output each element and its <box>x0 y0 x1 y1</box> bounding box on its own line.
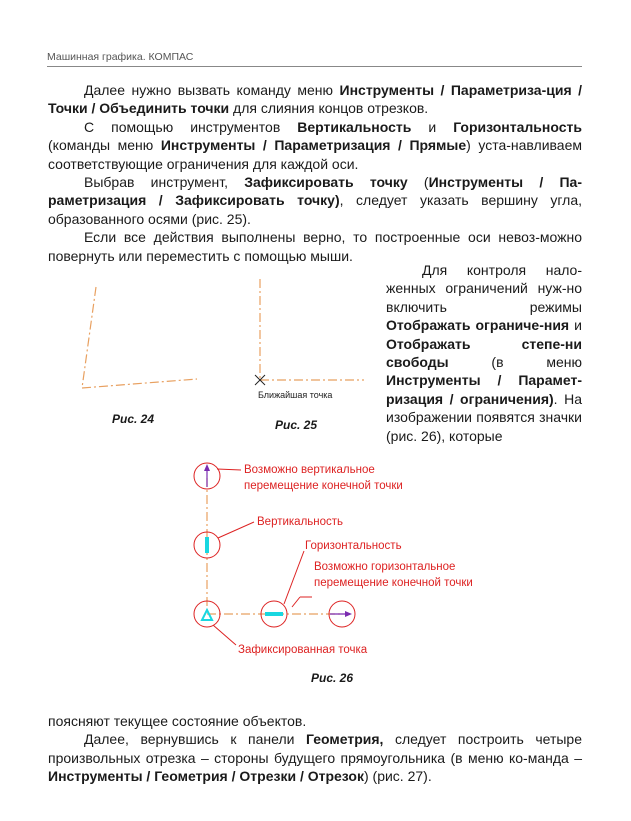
fig26-label-horizontal: Горизонтальность <box>305 540 402 552</box>
text-run: и <box>569 317 582 334</box>
text-run: Зафиксировать точку <box>244 174 408 191</box>
fig26-vertical-leader <box>218 522 254 538</box>
text-run: . На изображении появятся значки (рис. 26), которые <box>386 390 582 444</box>
text-run: для слияния концов отрезков. <box>229 100 429 117</box>
text-run: Далее, вернувшись к панели <box>84 731 306 748</box>
right-arrow-icon <box>330 611 352 617</box>
fig26-label-horizontal-move-2: перемещение конечной точки <box>314 577 473 589</box>
fig26-fixed-leader <box>213 625 236 645</box>
text-run: следует построить четыре произвольных отрезка – стороны будущего прямоугольника (в меню ко-манда – <box>48 731 582 766</box>
vertical-constraint-icon <box>205 537 209 553</box>
text-run: поясняют текущее состояние объектов. <box>48 713 307 729</box>
text-run: Инструменты / Па-раметризация / Зафиксировать точку) <box>48 174 582 209</box>
text-run: Вертикальность <box>297 118 412 135</box>
body-text-lower <box>48 712 582 786</box>
fig25-caption: Рис. 25 <box>275 418 318 432</box>
text-run: ) уста-навливаем соответствующие ограничения для каждой оси. <box>48 137 582 172</box>
fig25-snap-label: Ближайшая точка <box>258 390 333 400</box>
text-run: Инструменты / Параметризация / Прямые <box>160 137 467 154</box>
text-run: Далее нужно вызвать команду меню <box>84 82 340 98</box>
text-run: Отображать ограниче-ния <box>386 317 570 334</box>
text-run: Геометрия, <box>306 731 384 748</box>
paragraph-6 <box>48 730 582 785</box>
horizontal-constraint-icon <box>265 612 283 616</box>
running-header: Машинная графика. КОМПАС <box>47 51 582 67</box>
text-run: Инструменты / Геометрия / Отрезки / Отрезок <box>48 768 364 785</box>
text-run: Инструменты / Парамет-ризация / ограничения) <box>386 372 582 407</box>
text-run: Для контроля нало-женных ограничений нуж-но включить режимы <box>386 262 582 315</box>
fig26-horizontal-leader <box>284 551 304 604</box>
fig26-label-fixed: Зафиксированная точка <box>238 644 368 656</box>
fig26-label-horizontal-move-1: Возможно горизонтальное <box>314 561 456 573</box>
text-run: , следует указать вершину угла, образованного осями (рис. 25). <box>48 192 582 227</box>
fig26-label-vertical-move-1: Возможно вертикальное <box>244 464 375 476</box>
text-run: Отображать степе-ни свободы <box>386 335 582 371</box>
fixed-point-triangle-icon <box>202 610 212 620</box>
fig26-label-vertical: Вертикальность <box>257 516 344 528</box>
text-run: Горизонтальность <box>453 118 582 135</box>
text-run: (в меню <box>448 354 582 371</box>
text-run: Инструменты / Параметриза-ция / Точки / Объединить точки <box>48 82 582 117</box>
up-arrow-icon <box>204 464 210 487</box>
fig24-caption: Рис. 24 <box>112 412 155 426</box>
text-run: Выбрав инструмент, <box>84 174 245 191</box>
paragraph-5 <box>48 712 582 730</box>
text-run: (команды меню <box>48 137 161 154</box>
text-run: ( <box>407 174 429 191</box>
text-run: ) (рис. 27). <box>363 768 432 785</box>
fig26-vertical-move-leader <box>217 469 241 470</box>
text-run: и <box>411 118 454 135</box>
fig26-caption: Рис. 26 <box>311 671 354 685</box>
text-run: Если все действия выполнены верно, то построенные оси невоз-можно повернуть или переместить с помощью мыши. <box>48 229 582 264</box>
fig26-label-vertical-move-2: перемещение конечной точки <box>244 480 403 492</box>
text-run: С помощью инструментов <box>84 118 298 135</box>
